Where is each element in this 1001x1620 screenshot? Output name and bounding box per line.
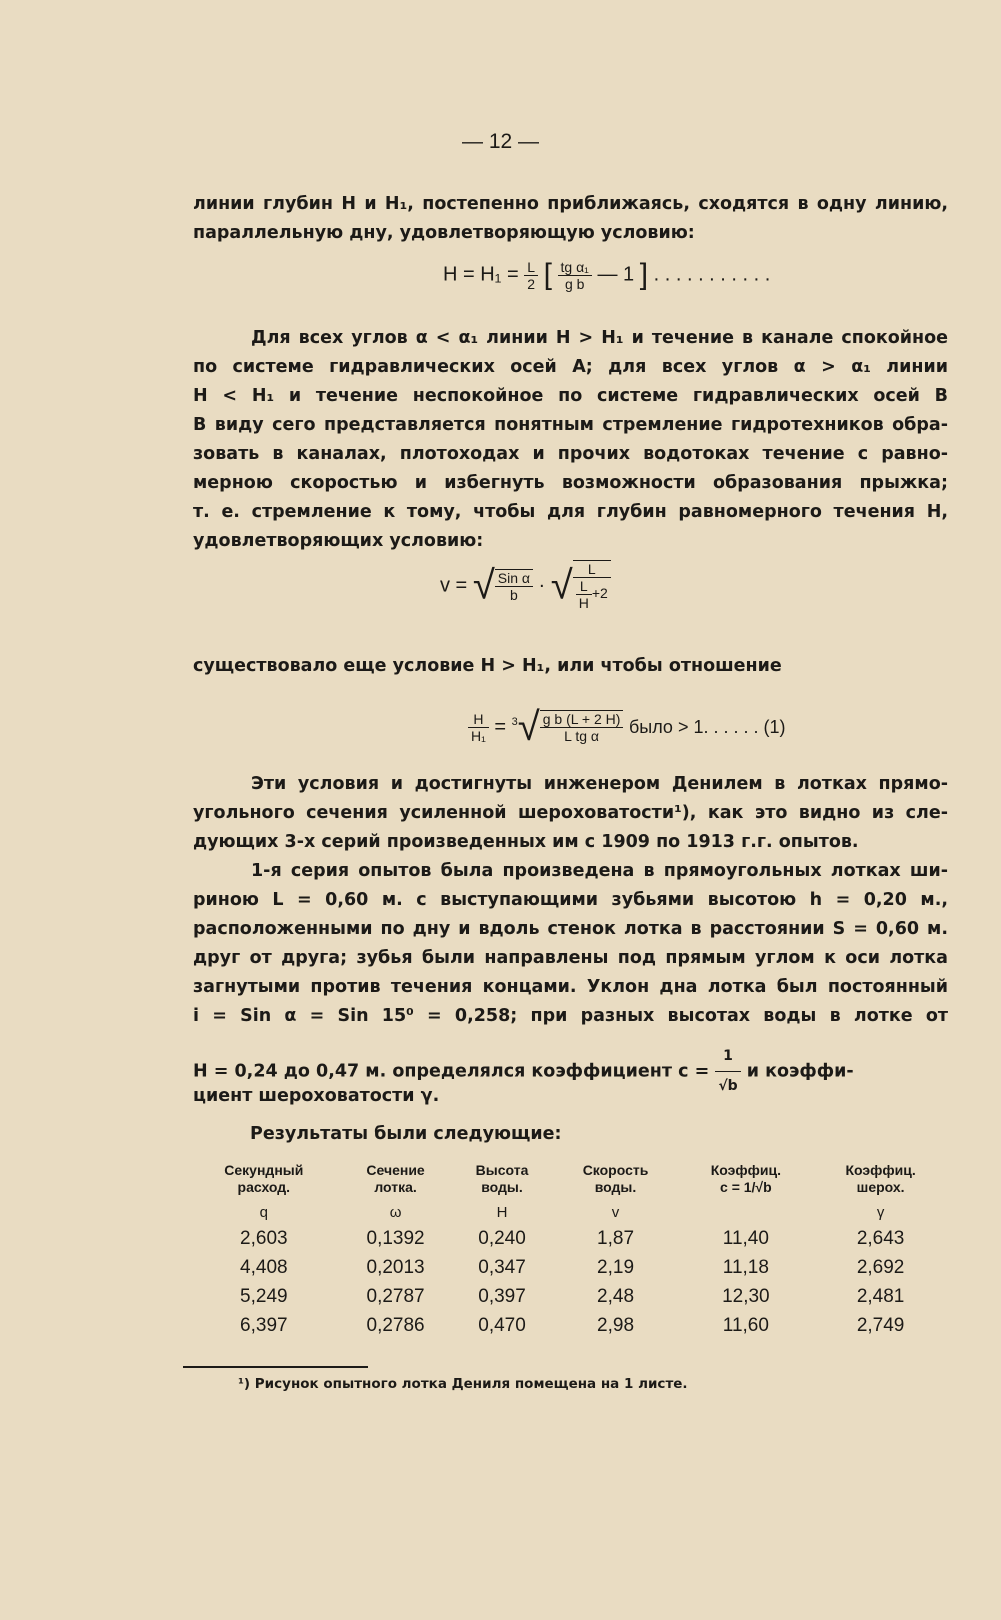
text-line: по системе гидравлических осей А; для всех углов α > α₁ линии xyxy=(193,357,948,377)
text-line: 1-я серия опытов была произведена в прямоугольных лотках ши- xyxy=(251,861,948,881)
formula-lhs: H = H₁ = xyxy=(443,263,519,286)
col-header: Высота воды. xyxy=(475,1162,529,1195)
paragraph-intro xyxy=(193,190,948,248)
fraction: $\frac{H}{\text{H₁}}$ xyxy=(468,711,489,744)
text-line: т. е. стремление к тому, чтобы для глубин равномерного течения H, xyxy=(193,502,948,522)
paragraph-conditions xyxy=(193,324,948,556)
text-line: расположенными по дну и вдоль стенок лотка в расстоянии S = 0,60 м. xyxy=(193,919,948,939)
paragraph-roughness xyxy=(193,1082,948,1111)
radical-sign: √ xyxy=(517,705,540,749)
text-line: мерною скоростью и избегнуть возможности образования прыжка; xyxy=(193,473,948,493)
table-row: 2,603 0,1392 0,240 1,87 11,40 2,643 xyxy=(240,1228,905,1249)
footnote: ¹) Рисунок опытного лотка Дениля помещена на 1 листе. xyxy=(238,1376,688,1392)
text-line: H < H₁ и течение неспокойное по системе гидравлических осей В xyxy=(193,386,948,406)
text-line-coefficient: H = 0,24 до 0,47 м. определялся коэффициент c = $\frac{1}{√b}$ и коэффи- xyxy=(193,1042,948,1101)
paragraph-series xyxy=(193,857,948,1031)
fraction: $\frac{\text{g b (L + 2 H)}}{\text{L tg α}}$ xyxy=(540,711,624,744)
text-line: циент шероховатости γ. xyxy=(193,1086,440,1106)
footnote-divider xyxy=(183,1366,368,1368)
results-intro: Результаты были следующие: xyxy=(250,1124,562,1144)
text-line: Для всех углов α < α₁ линии H > H₁ и течение в канале спокойное xyxy=(251,328,948,348)
col-header: Коэффиц. c = 1/√b xyxy=(710,1162,781,1195)
fraction: $\frac{1}{√b}$ xyxy=(715,1042,740,1101)
page-number: — 12 — xyxy=(461,130,540,153)
col-header: Скорость воды. xyxy=(582,1162,649,1195)
text-line: дующих 3-х серий произведенных им с 1909 по 1913 г.г. опытов. xyxy=(193,832,859,852)
text-line: линии глубин H и H₁, постепенно приближаясь, сходятся в одну линию, xyxy=(193,194,948,214)
table-row: 5,249 0,2787 0,397 2,48 12,30 2,481 xyxy=(240,1286,905,1307)
paragraph-deniel xyxy=(193,770,948,857)
fraction: $\frac{\text{tg α₁}}{\text{g b}}$ xyxy=(558,259,592,292)
col-header: Коэффиц. шерох. xyxy=(845,1162,916,1195)
formula-depth: H = H₁ = $\frac{L}{2}$ [ $\frac{\text{tg α₁}}{\text{g b}}$ — 1 ] . . . . . . . . . . . xyxy=(443,258,771,292)
table-row: 6,397 0,2786 0,470 2,98 11,60 2,749 xyxy=(240,1315,905,1336)
formula-ratio: $\frac{H}{\text{H₁}}$ = $^3$√ $\frac{\text{g b (L + 2 H)}}{\text{L tg α}}$ было > 1. . . . . . (1) xyxy=(468,705,785,750)
text-line: загнутыми против течения концами. Уклон дна лотка был постоянный xyxy=(193,977,948,997)
text-line: i = Sin α = Sin 15⁰ = 0,258; при разных высотах воды в лотке от xyxy=(193,1006,948,1026)
col-header: Секундный расход. xyxy=(224,1162,304,1195)
text-line: удовлетворяющих условию: xyxy=(193,531,484,551)
text-line: угольного сечения усиленной шероховатости¹), как это видно из сле- xyxy=(193,803,948,823)
table-row: 4,408 0,2013 0,347 2,19 11,18 2,692 xyxy=(240,1257,905,1278)
fraction: $\frac{\text{Sin α}}{b}$ xyxy=(495,570,533,603)
text-line: Эти условия и достигнуты инженером Денилем в лотках прямо- xyxy=(251,774,948,794)
text-line: риною L = 0,60 м. с выступающими зубьями высотою h = 0,20 м., xyxy=(193,890,948,910)
formula-velocity: v = √ $\frac{\text{Sin α}}{b}$ · √ L $\frac{L}{H}$ +2 xyxy=(440,560,611,611)
radical-sign: √ xyxy=(550,563,573,608)
text-line: зовать в каналах, плотоходах и прочих водотоках течение с равно- xyxy=(193,444,948,464)
leader-dots: . . . . . . . . . . . xyxy=(653,263,771,286)
table-header-row xyxy=(188,1162,948,1202)
text-line: В виду сего представляется понятным стремление гидротехников обра- xyxy=(193,415,948,435)
symbol-row: q ω H v γ xyxy=(259,1204,885,1221)
results-table xyxy=(188,1162,948,1340)
fraction: $\frac{L}{2}$ xyxy=(524,259,538,292)
fraction: L $\frac{L}{H}$ +2 xyxy=(573,561,611,611)
text-line: параллельную дну, удовлетворяющую условию: xyxy=(193,223,695,243)
col-header: Сечение лотка. xyxy=(366,1162,425,1195)
radical-sign: √ xyxy=(472,563,495,608)
text-line: друг от друга; зубья были направлены под прямым углом к оси лотка xyxy=(193,948,948,968)
text-line: существовало еще условие H > H₁, или чтобы отношение xyxy=(193,656,782,676)
paragraph-ratio xyxy=(193,652,948,681)
